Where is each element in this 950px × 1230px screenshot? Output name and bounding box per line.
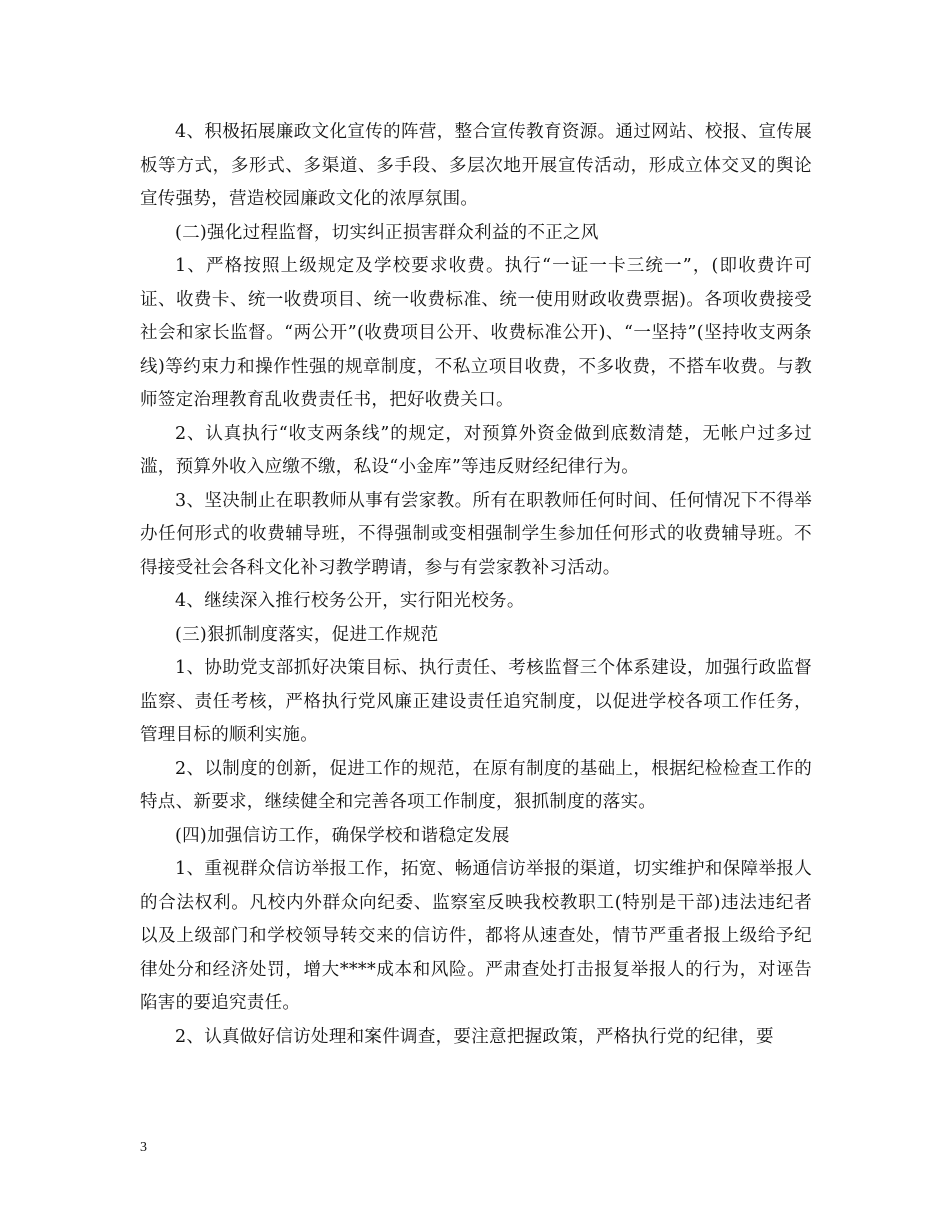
section-heading-4: (四)加强信访工作，确保学校和谐稳定发展 bbox=[175, 825, 510, 846]
paragraph-school-affairs: 4、继续深入推行校务公开，实行阳光校务。 bbox=[175, 591, 525, 611]
page-number: 3 bbox=[140, 1140, 147, 1155]
paragraph-publicity: 4、积极拓展廉政文化宣传的阵营，整合宣传教育资源。通过网站、校报、宣传展板等方式，多形式、多渠道、多手段、多层次地开展宣传活动，形成立体交叉的舆论宣传强势，营造校园廉政文化的浓厚氛围。 bbox=[140, 122, 812, 209]
document-body bbox=[140, 116, 812, 1054]
section-heading-3: (三)狠抓制度落实，促进工作规范 bbox=[175, 624, 439, 645]
paragraph-tutoring: 3、坚决制止在职教师从事有尝家教。所有在职教师任何时间、任何情况下不得举办任何形式的收费辅导班，不得强制或变相强制学生参加任何形式的收费辅导班。不得接受社会各科文化补习教学聘请，参与有尝家教补习活动。 bbox=[140, 490, 812, 578]
paragraph-party-branch: 1、协助党支部抓好决策目标、执行责任、考核监督三个体系建设，加强行政监督监察、责任考核，严格执行党风廉正建设责任追究制度，以促进学校各项工作任务，管理目标的顺利实施。 bbox=[140, 658, 812, 745]
paragraph-two-lines: 2、认真执行“收支两条线”的规定，对预算外资金做到底数清楚，无帐户过多过滥，预算外收入应缴不缴，私设“小金库”等违反财经纪律行为。 bbox=[140, 423, 812, 477]
paragraph-fees: 1、严格按照上级规定及学校要求收费。执行“一证一卡三统一”，(即收费许可证、收费卡、统一收费项目、统一收费标准、统一使用财政收费票据)。各项收费接受社会和家长监督。“两公开”(收费项目公开、收费标准公开)、“一坚持”(坚持收支两条线)等约束力和操作性强的规章制度，不私立项目收费，不多收费，不搭车收费。与教师签定治理教育乱收费责任书，把好收费关口。 bbox=[140, 256, 812, 410]
paragraph-system-innovation: 2、以制度的创新，促进工作的规范，在原有制度的基础上，根据纪检检查工作的特点、新要求，继续健全和完善各项工作制度，狠抓制度的落实。 bbox=[140, 758, 812, 812]
section-heading-2: (二)强化过程监督，切实纠正损害群众利益的不正之风 bbox=[175, 222, 599, 243]
paragraph-case-investigation: 2、认真做好信访处理和案件调查，要注意把握政策，严格执行党的纪律，要 bbox=[175, 1026, 774, 1047]
paragraph-petition: 1、重视群众信访举报工作，拓宽、畅通信访举报的渠道，切实维护和保障举报人的合法权利。凡校内外群众向纪委、监察室反映我校教职工(特别是干部)违法违纪者以及上级部门和学校领导转交来的信访件，都将从速查处，情节严重者报上级给予纪律处分和经济处罚，增大****成本和风险。严肃查处打击报复举报人的行为，对诬告陷害的要追究责任。 bbox=[140, 859, 812, 1013]
